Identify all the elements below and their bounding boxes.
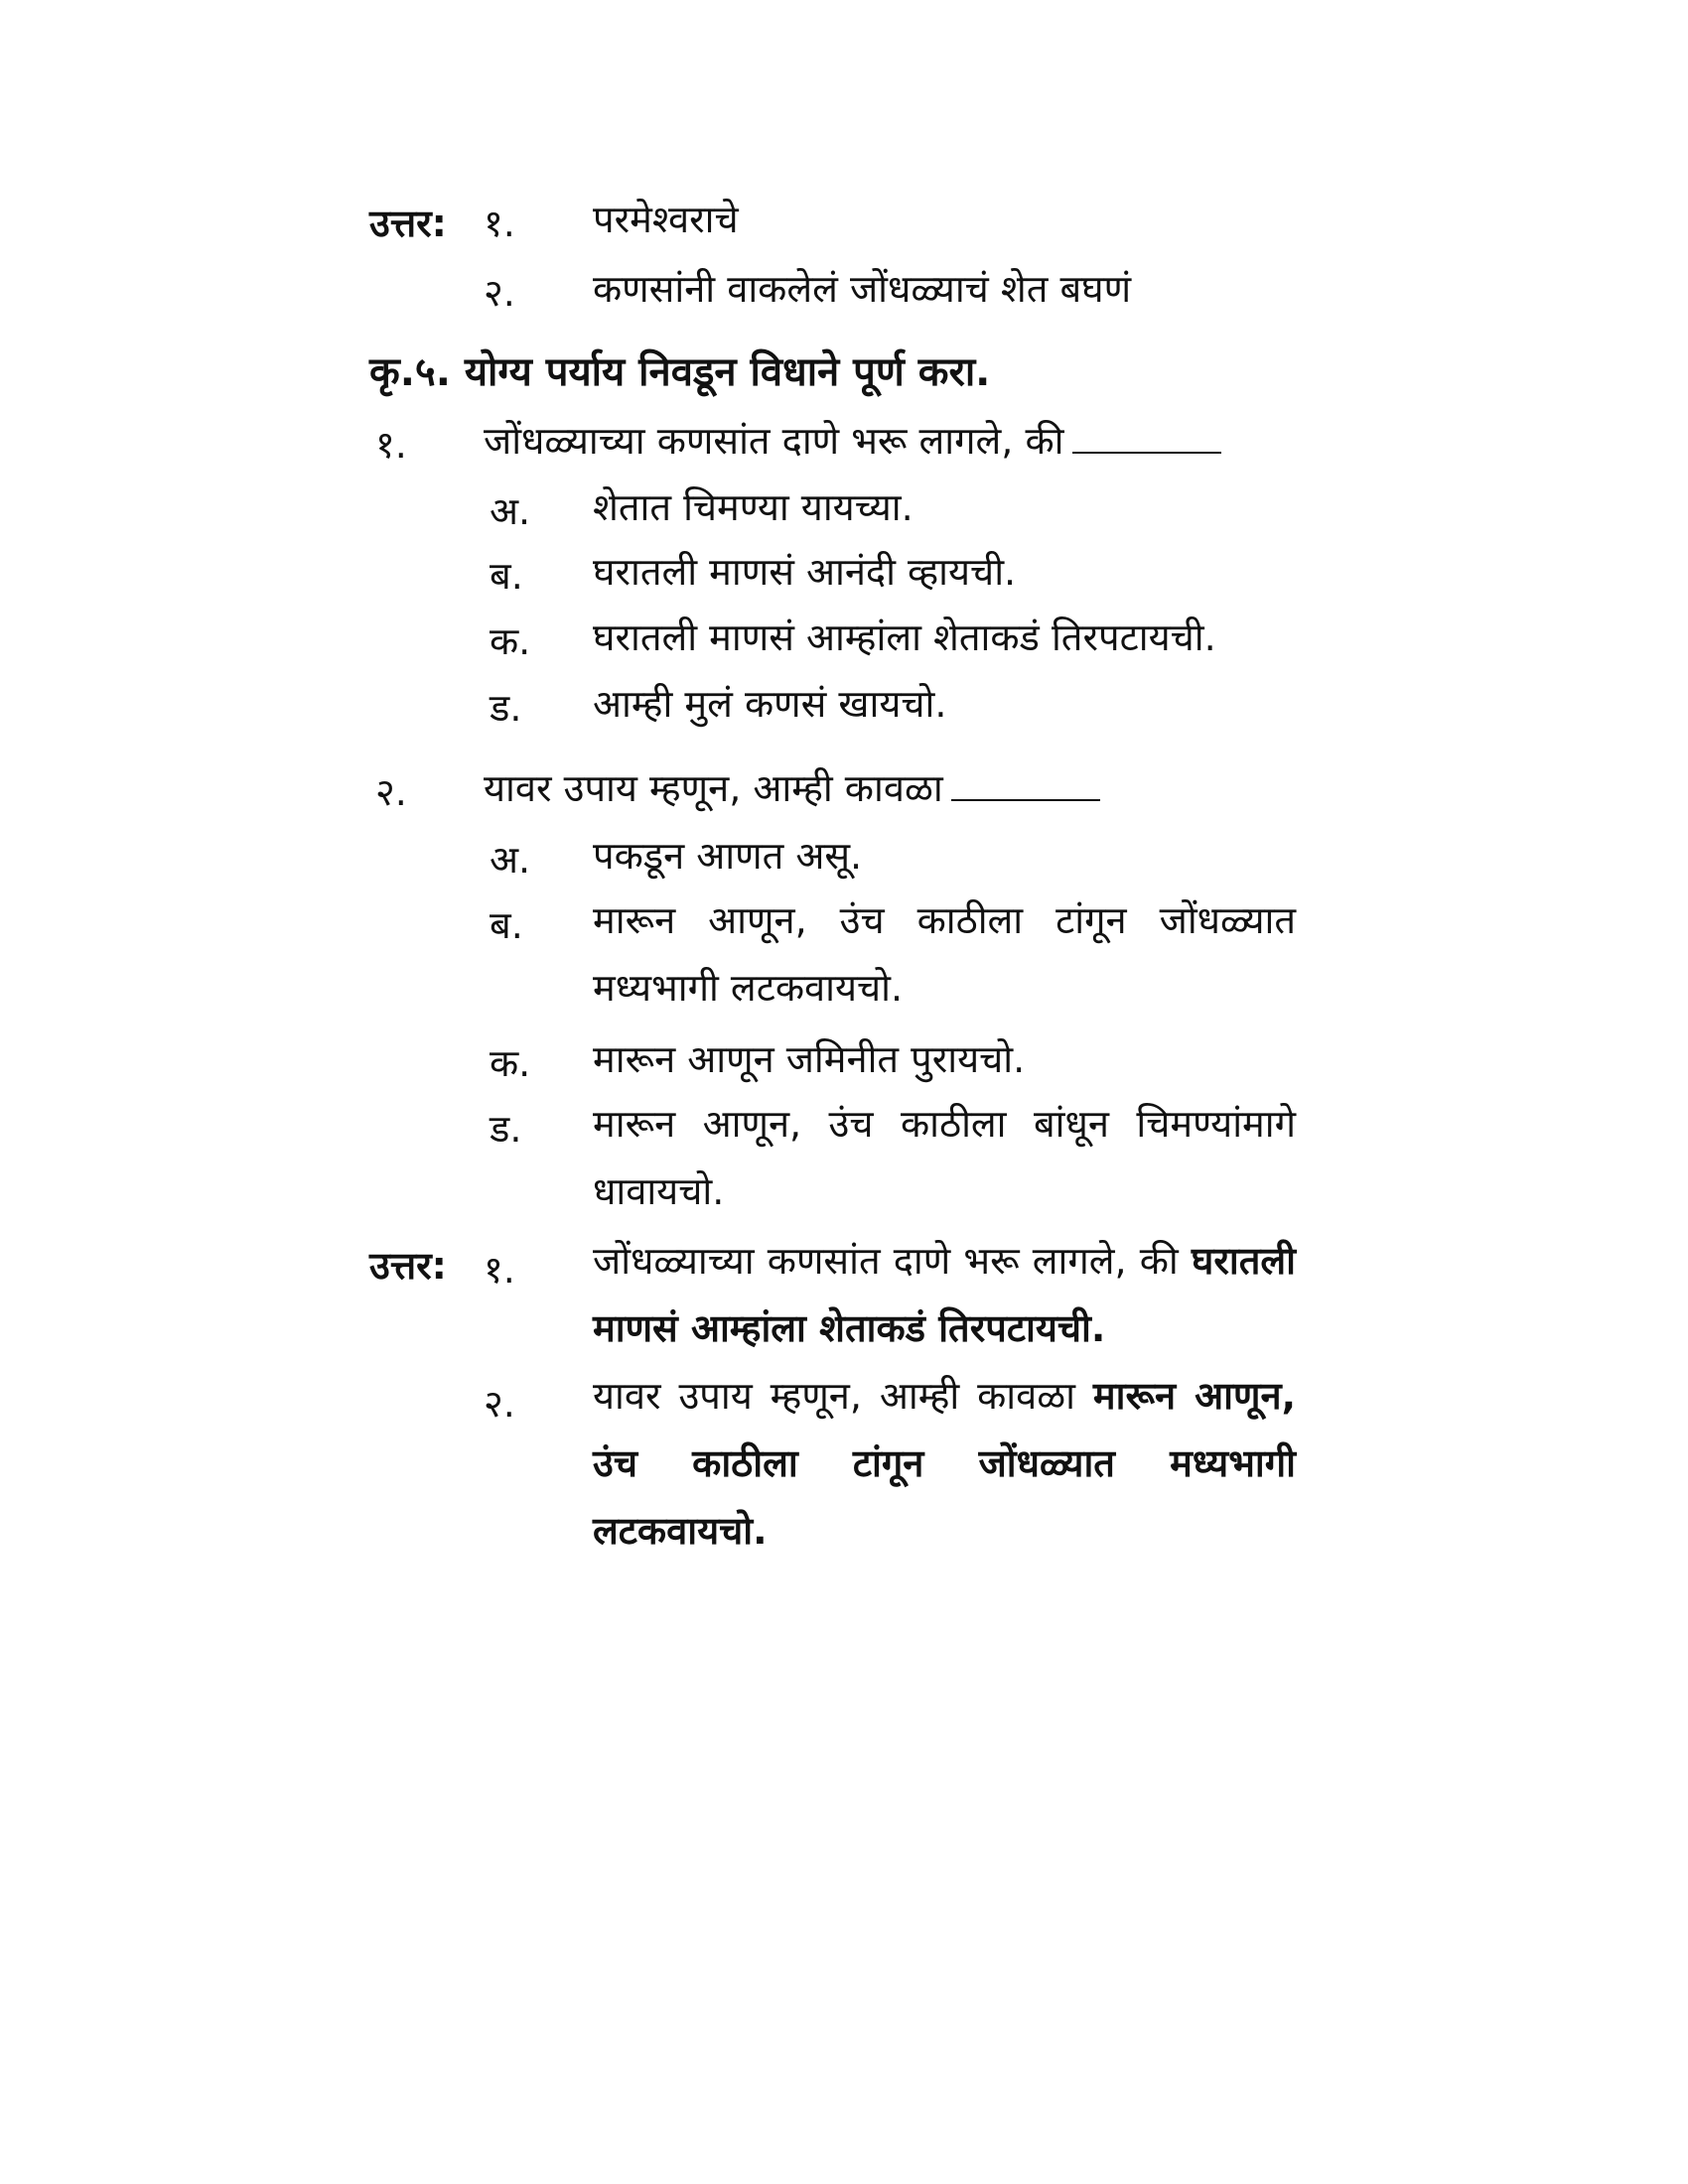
answer-text: यावर उपाय म्हणून, आम्ही कावळा मारून आणून, उंच काठीला टांगून जोंधळ्यात मध्यभागी लटकवायचो.	[593, 1374, 1297, 1553]
answer-number: १.	[484, 202, 515, 245]
answer-text: कणसांनी वाकलेलं जोंधळ्याचं शेत बघणं	[593, 267, 1132, 311]
question-stem: जोंधळ्याच्या कणसांत दाणे भरू लागले, की	[484, 416, 1221, 466]
option-text: घरातली माणसं आम्हांला शेताकडं तिरपटायची.	[593, 615, 1216, 659]
answer-number: २.	[484, 271, 515, 315]
option-letter: अ.	[490, 838, 531, 882]
option-text: आम्ही मुलं कणसं खायचो.	[593, 682, 947, 726]
answer-text: जोंधळ्याच्या कणसांत दाणे भरू लागले, की घरातली माणसं आम्हांला शेताकडं तिरपटायची.	[593, 1239, 1296, 1350]
question-number: २.	[375, 770, 407, 814]
answer-highlight: मारून आणून, उंच काठीला टांगून जोंधळ्यात मध्यभागी लटकवायचो.	[593, 1374, 1297, 1553]
option-letter: ब.	[490, 903, 523, 947]
option-letter: क.	[490, 619, 531, 663]
option-letter: ड.	[490, 1107, 522, 1151]
answer-text: परमेश्वराचे	[593, 198, 739, 241]
answer-label: उत्तर:	[369, 202, 447, 245]
option-letter: क.	[490, 1041, 531, 1085]
option-letter: ड.	[490, 686, 522, 730]
answer-highlight: घरातली माणसं आम्हांला शेताकडं तिरपटायची.	[593, 1239, 1296, 1350]
answer-label: उत्तर:	[369, 1244, 447, 1288]
question-number: १.	[375, 423, 407, 467]
option-text: पकडून आणत असू.	[593, 834, 863, 878]
option-text: मारून आणून जमिनीत पुरायचो.	[593, 1037, 1026, 1081]
question-stem: यावर उपाय म्हणून, आम्ही कावळा	[484, 763, 1100, 813]
answer-blank	[1072, 416, 1221, 454]
option-letter: ब.	[490, 554, 523, 598]
option-text: घरातली माणसं आनंदी व्हायची.	[593, 550, 1017, 594]
option-text: मारून आणून, उंच काठीला टांगून जोंधळ्यात मध्यभागी लटकवायचो.	[593, 898, 1296, 1010]
answer-blank	[951, 763, 1100, 801]
option-letter: अ.	[490, 489, 531, 533]
section-heading: कृ.५. योग्य पर्याय निवडून विधाने पूर्ण करा.	[369, 349, 991, 395]
option-text: मारून आणून, उंच काठीला बांधून चिमण्यांमागे धावायचो.	[593, 1102, 1296, 1213]
answer-number: २.	[484, 1382, 515, 1426]
option-text: शेतात चिमण्या यायच्या.	[593, 485, 914, 529]
answer-number: १.	[484, 1248, 515, 1292]
